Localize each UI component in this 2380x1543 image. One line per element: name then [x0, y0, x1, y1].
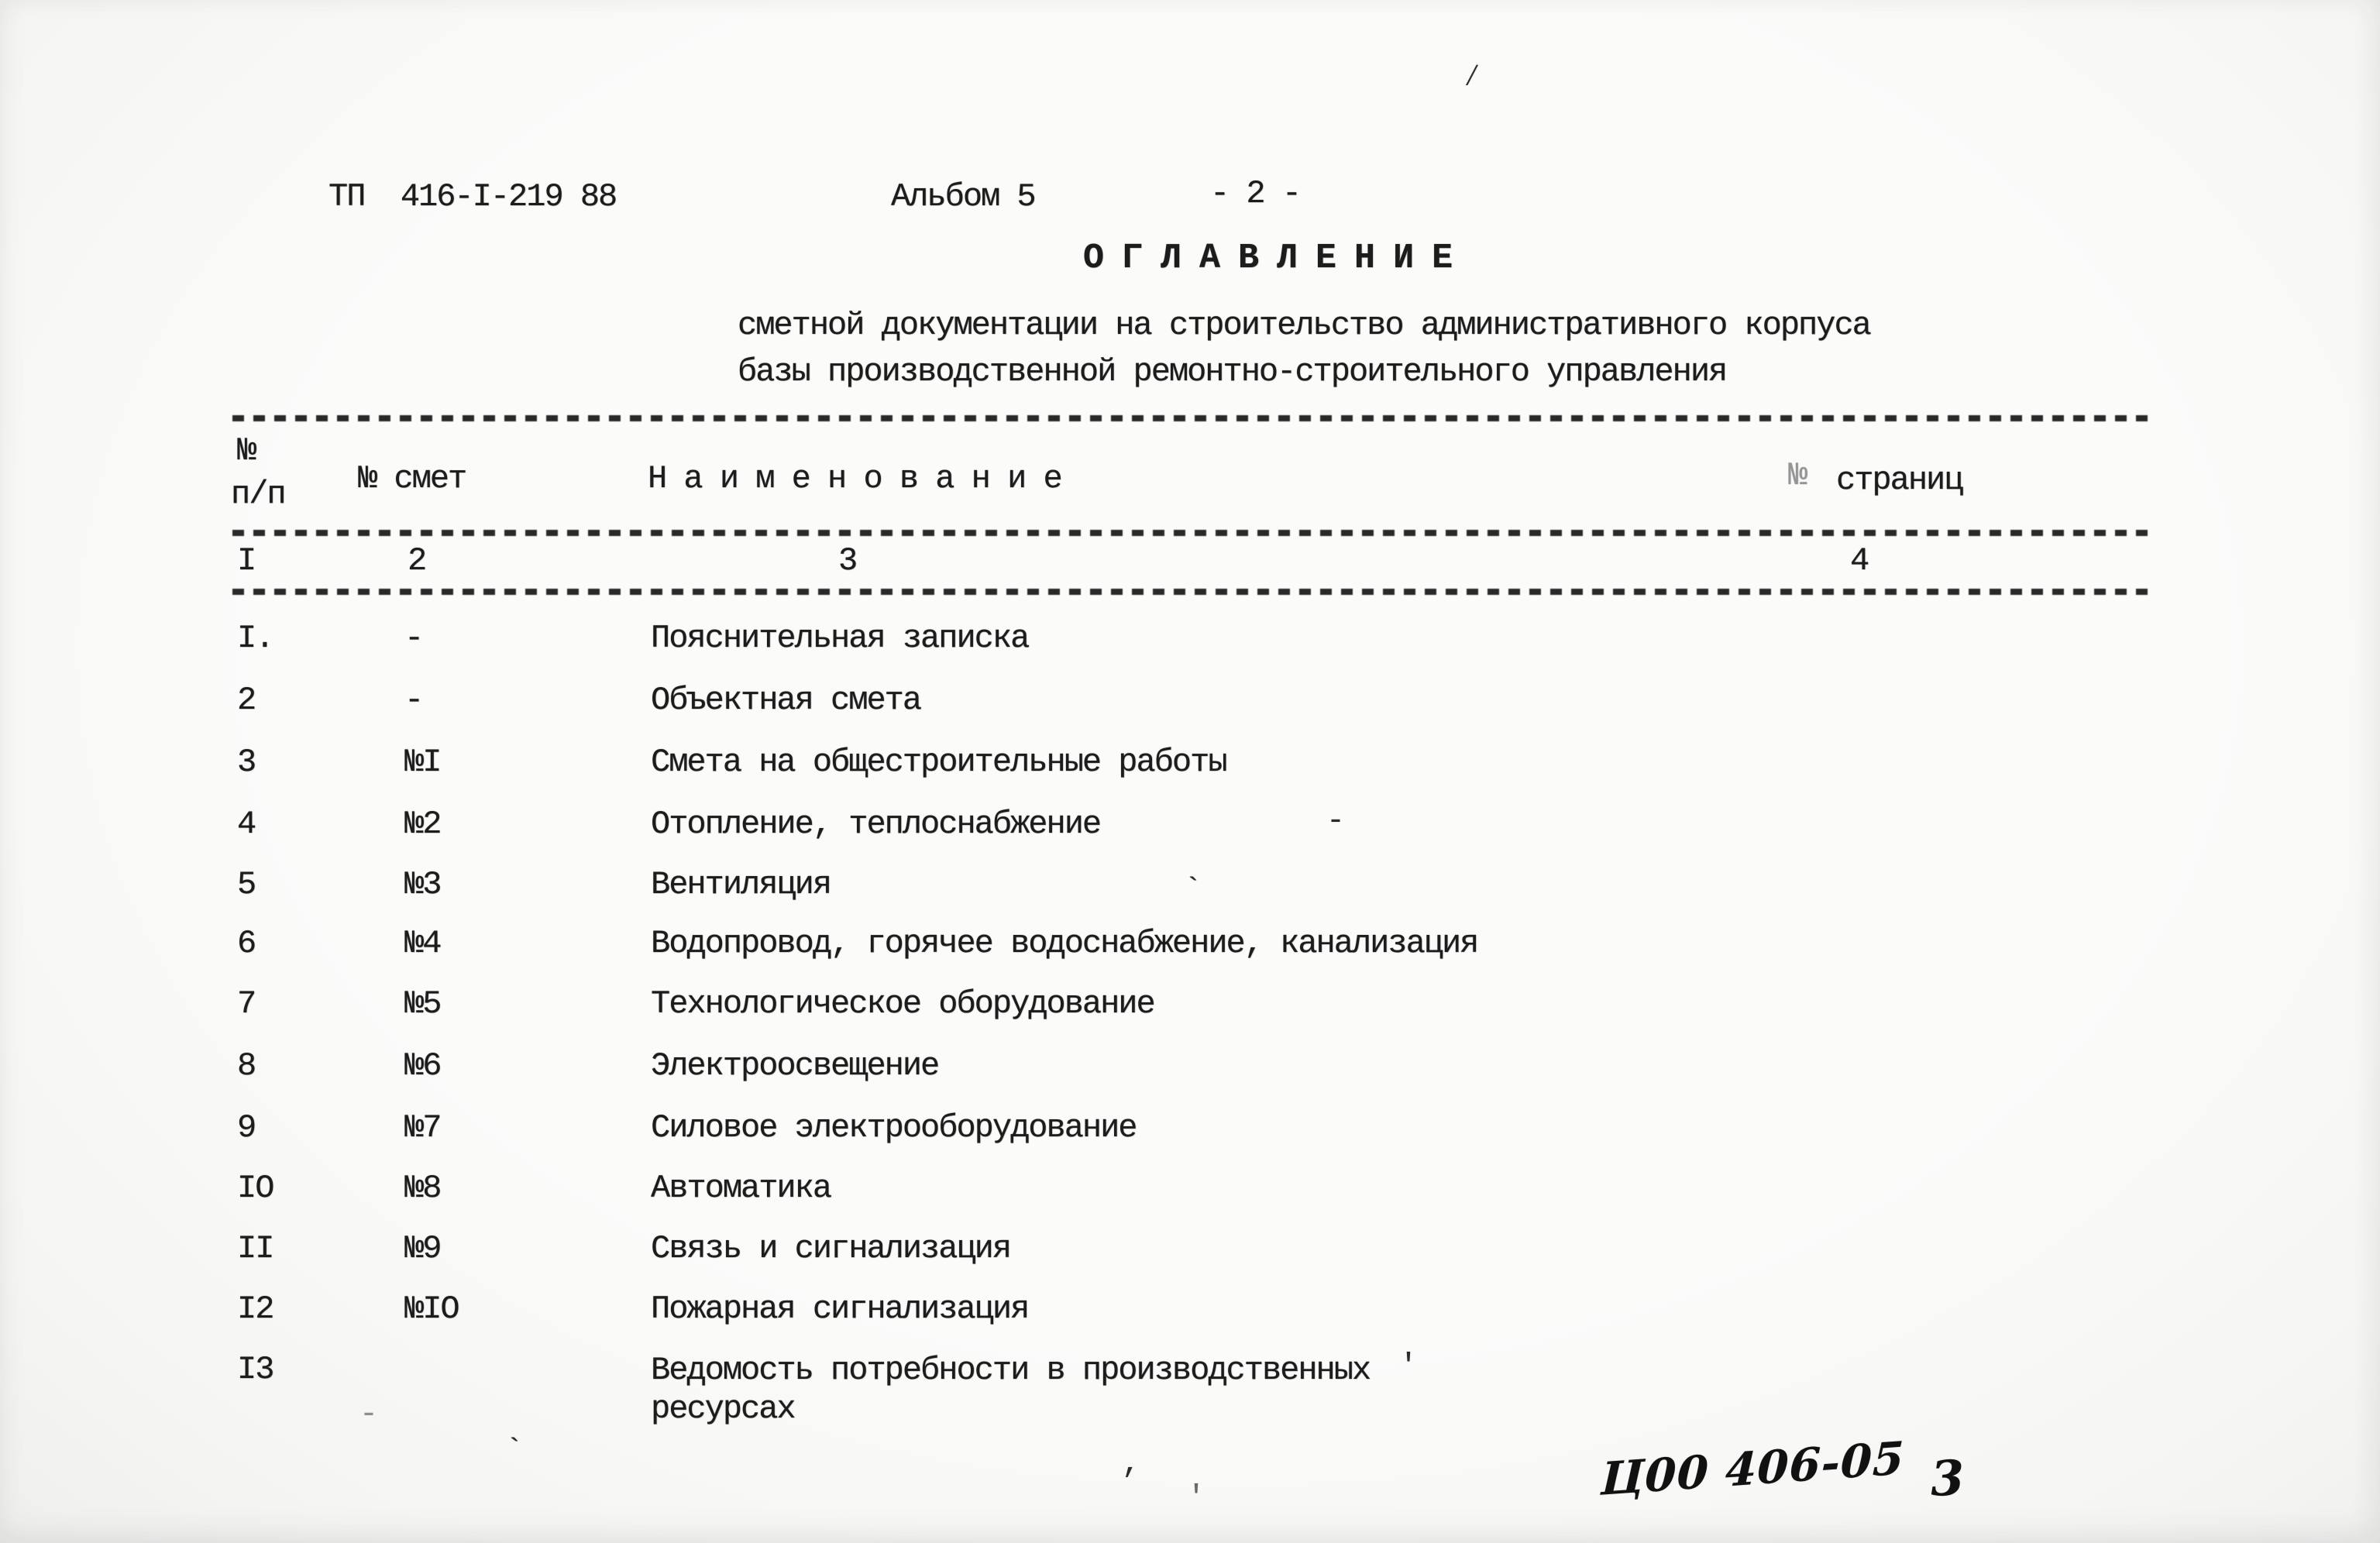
row-name: Вентиляция — [651, 866, 831, 903]
row-num: 7 — [237, 985, 256, 1022]
row-num: 4 — [237, 806, 256, 843]
stray-mark: ` — [505, 1435, 524, 1469]
stray-mark: - — [359, 1397, 379, 1432]
header-col1-no: № — [237, 432, 256, 469]
row-num: 8 — [237, 1047, 256, 1084]
row-smeta: - — [404, 620, 423, 657]
table-rule-top — [232, 415, 2155, 421]
row-name: Автоматика — [651, 1170, 831, 1207]
colnum-2: 2 — [408, 542, 426, 579]
row-smeta: №9 — [404, 1230, 441, 1267]
row-name: Пояснительная записка — [651, 620, 1029, 657]
row-num: 2 — [237, 682, 256, 719]
row-name: Пожарная сигнализация — [651, 1290, 1029, 1328]
handwritten-page-number: 3 — [1929, 1449, 1966, 1507]
document-code: ТП 416-I-219 88 — [328, 178, 617, 215]
header-col4-no: № — [1788, 457, 1807, 494]
table-rule-mid — [232, 530, 2155, 536]
row-name: Объектная смета — [651, 682, 921, 719]
handwritten-code: Ц00 406-05 — [1600, 1431, 1906, 1506]
stray-mark: ′ — [1399, 1349, 1419, 1384]
subtitle-line-2: базы производственной ремонтно-строительного управления — [738, 353, 1727, 390]
row-num: IO — [237, 1170, 273, 1207]
header-col3: Н а и м е н о в а н и е — [648, 460, 1061, 497]
row-name: Силовое электрооборудование — [651, 1109, 1137, 1146]
row-smeta: №IO — [404, 1290, 459, 1328]
header-col2: № смет — [358, 460, 466, 497]
subtitle-line-1: сметной документации на строительство административного корпуса — [738, 307, 1870, 344]
row-smeta: №3 — [404, 866, 441, 903]
row-num: 5 — [237, 866, 256, 903]
row-name: Отопление, теплоснабжение — [651, 806, 1101, 843]
stray-mark: ′ — [1187, 1481, 1206, 1516]
row-name: Водопровод, горячее водоснабжение, канализация — [651, 925, 1478, 962]
row-smeta: №7 — [404, 1109, 441, 1146]
header-col4-label: страниц — [1836, 462, 1962, 499]
row-num: 3 — [237, 744, 256, 781]
row-name: Электроосвещение — [651, 1047, 939, 1084]
page-marker: - 2 - — [1210, 175, 1301, 212]
row-smeta: №I — [404, 744, 441, 781]
row-num: I3 — [237, 1351, 273, 1388]
row-smeta: №2 — [404, 806, 441, 843]
row-num: 9 — [237, 1109, 256, 1146]
table-rule-bottom — [232, 589, 2155, 595]
colnum-4: 4 — [1850, 542, 1869, 579]
row-name: Смета на общестроительные работы — [651, 744, 1226, 781]
row-name: Связь и сигнализация — [651, 1230, 1011, 1267]
stray-mark: , — [1122, 1447, 1141, 1482]
page-title: О Г Л А В Л Е Н И Е — [1083, 239, 1452, 278]
album-label: Альбом 5 — [891, 178, 1035, 215]
stray-mark: ` — [1184, 874, 1203, 909]
row-num: II — [237, 1230, 273, 1267]
header-col1-pp: п/п — [231, 476, 285, 513]
row-smeta: №4 — [404, 925, 441, 962]
row-num: I. — [237, 620, 273, 657]
row-num: I2 — [237, 1290, 273, 1328]
stray-mark: - — [1326, 804, 1346, 839]
stray-mark: ⁄ — [1463, 60, 1482, 95]
row-smeta: №5 — [404, 985, 441, 1022]
colnum-3: 3 — [838, 542, 857, 579]
row-smeta: №8 — [404, 1170, 441, 1207]
colnum-1: I — [237, 542, 256, 579]
row-name: Технологическое оборудование — [651, 985, 1154, 1022]
row-smeta: - — [404, 682, 423, 719]
row-smeta: №6 — [404, 1047, 441, 1084]
row-name: Ведомость потребности в производственных ресурсах — [651, 1352, 1371, 1428]
row-num: 6 — [237, 925, 256, 962]
